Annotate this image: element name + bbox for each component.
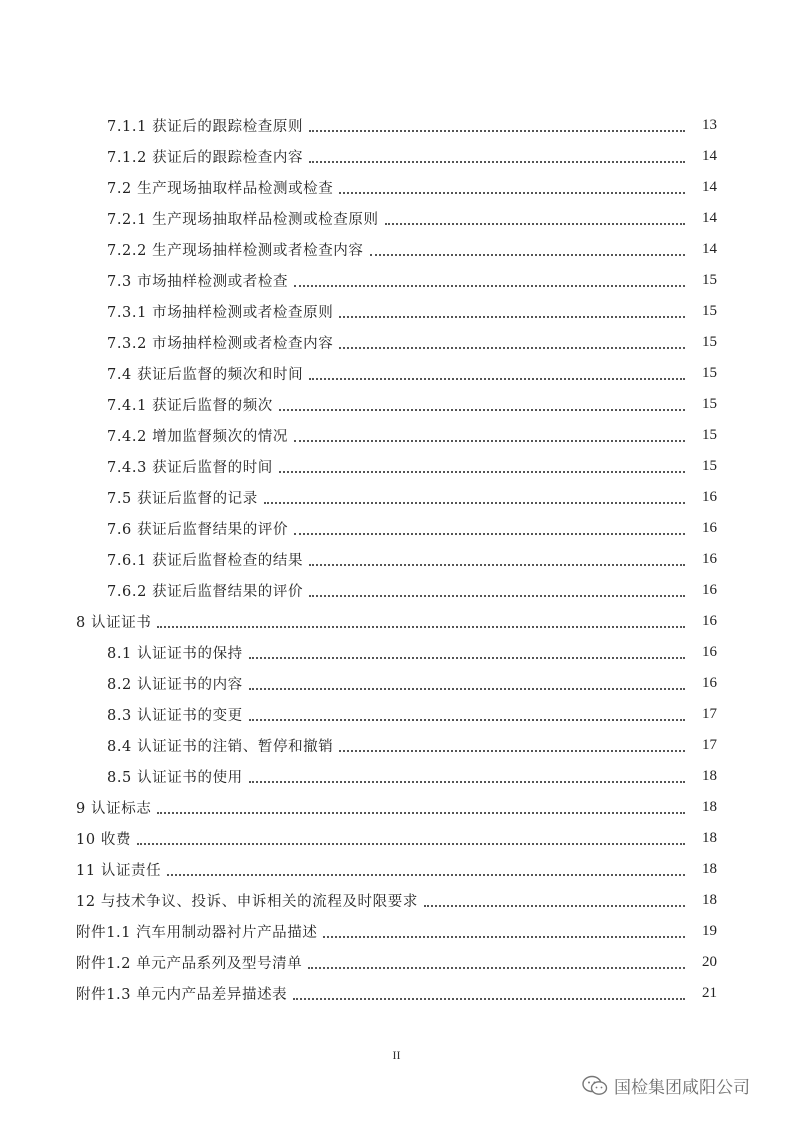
toc-entry[interactable] — [0, 761, 793, 792]
toc-entry-title: 7.3.2 市场抽样检测或者检查内容 — [107, 332, 337, 353]
toc-entry-page: 16 — [702, 613, 717, 629]
toc-entry-title: 8.2 认证证书的内容 — [107, 673, 247, 694]
toc-entry[interactable] — [0, 916, 793, 947]
toc-entry[interactable] — [0, 513, 793, 544]
toc-entry[interactable] — [0, 358, 793, 389]
toc-dot-leader — [308, 967, 685, 969]
toc-entry-page: 14 — [702, 210, 717, 226]
toc-entry-page: 18 — [702, 861, 717, 877]
toc-dot-leader — [249, 781, 685, 783]
toc-entry-page: 15 — [702, 396, 717, 412]
toc-entry-title: 7.4.2 增加监督频次的情况 — [107, 425, 292, 446]
toc-entry[interactable] — [0, 203, 793, 234]
toc-dot-leader — [370, 254, 685, 256]
toc-entry-title: 7.4 获证后监督的频次和时间 — [107, 363, 307, 384]
toc-dot-leader — [309, 564, 685, 566]
toc-entry[interactable] — [0, 451, 793, 482]
toc-entry-title: 7.4.3 获证后监督的时间 — [107, 456, 277, 477]
toc-entry-page: 16 — [702, 675, 717, 691]
toc-entry-title: 7.2.2 生产现场抽样检测或者检查内容 — [107, 239, 368, 260]
toc-dot-leader — [157, 812, 685, 814]
toc-dot-leader — [249, 719, 685, 721]
toc-entry[interactable] — [0, 327, 793, 358]
toc-entry[interactable] — [0, 947, 793, 978]
toc-dot-leader — [309, 161, 685, 163]
toc-dot-leader — [157, 626, 685, 628]
toc-entry-page: 16 — [702, 644, 717, 660]
toc-entry-page: 19 — [702, 923, 717, 939]
toc-entry-page: 16 — [702, 582, 717, 598]
toc-entry-title: 7.4.1 获证后监督的频次 — [107, 394, 277, 415]
toc-entry[interactable] — [0, 110, 793, 141]
toc-entry[interactable] — [0, 668, 793, 699]
toc-dot-leader — [309, 595, 685, 597]
toc-dot-leader — [339, 750, 685, 752]
toc-dot-leader — [249, 688, 685, 690]
toc-dot-leader — [279, 471, 685, 473]
toc-entry-page: 17 — [702, 706, 717, 722]
toc-dot-leader — [167, 874, 685, 876]
page-number: II — [392, 1048, 401, 1062]
toc-dot-leader — [339, 347, 685, 349]
toc-entry-title: 7.6.2 获证后监督结果的评价 — [107, 580, 307, 601]
toc-entry-title: 7.1.2 获证后的跟踪检查内容 — [107, 146, 307, 167]
toc-entry[interactable] — [0, 730, 793, 761]
toc-entry-page: 17 — [702, 737, 717, 753]
toc-dot-leader — [294, 533, 685, 535]
toc-entry-title: 附件1.3 单元内产品差异描述表 — [76, 983, 291, 1004]
toc-entry-title: 12 与技术争议、投诉、申诉相关的流程及时限要求 — [76, 890, 422, 911]
toc-entry-title: 7.2.1 生产现场抽取样品检测或检查原则 — [107, 208, 383, 229]
toc-dot-leader — [309, 378, 685, 380]
toc-entry[interactable] — [0, 265, 793, 296]
toc-entry[interactable] — [0, 885, 793, 916]
toc-entry-title: 7.6.1 获证后监督检查的结果 — [107, 549, 307, 570]
toc-dot-leader — [137, 843, 685, 845]
toc-entry-page: 16 — [702, 551, 717, 567]
toc-entry[interactable] — [0, 389, 793, 420]
toc-entry-page: 18 — [702, 799, 717, 815]
toc-entry[interactable] — [0, 420, 793, 451]
toc-entry-page: 21 — [702, 985, 717, 1001]
toc-entry-title: 附件1.2 单元产品系列及型号清单 — [76, 952, 306, 973]
toc-dot-leader — [293, 998, 685, 1000]
toc-dot-leader — [264, 502, 685, 504]
wechat-icon — [582, 1075, 608, 1097]
toc-entry[interactable] — [0, 172, 793, 203]
toc-entry-page: 15 — [702, 427, 717, 443]
toc-entry-title: 10 收费 — [76, 828, 135, 849]
toc-entry-page: 13 — [702, 117, 717, 133]
toc-entry[interactable] — [0, 637, 793, 668]
toc-entry-page: 14 — [702, 179, 717, 195]
toc-entry-title: 7.1.1 获证后的跟踪检查原则 — [107, 115, 307, 136]
toc-entry-page: 15 — [702, 365, 717, 381]
toc-entry-title: 9 认证标志 — [76, 797, 155, 818]
toc-entry[interactable] — [0, 234, 793, 265]
toc-dot-leader — [424, 905, 685, 907]
toc-entry[interactable] — [0, 296, 793, 327]
toc-entry-title: 7.5 获证后监督的记录 — [107, 487, 262, 508]
wechat-watermark — [582, 1073, 750, 1098]
toc-entry-title: 11 认证责任 — [76, 859, 165, 880]
toc-entry-title: 7.3 市场抽样检测或者检查 — [107, 270, 292, 291]
toc-dot-leader — [339, 316, 685, 318]
toc-entry-title: 附件1.1 汽车用制动器衬片产品描述 — [76, 921, 321, 942]
toc-entry-title: 8.3 认证证书的变更 — [107, 704, 247, 725]
toc-dot-leader — [323, 936, 685, 938]
toc-entry-page: 18 — [702, 768, 717, 784]
toc-entry[interactable] — [0, 575, 793, 606]
toc-entry[interactable] — [0, 141, 793, 172]
toc-entry-page: 16 — [702, 489, 717, 505]
watermark-text: 国检集团咸阳公司 — [614, 1078, 750, 1098]
table-of-contents — [0, 110, 793, 1009]
toc-entry[interactable] — [0, 606, 793, 637]
toc-entry-title: 8.5 认证证书的使用 — [107, 766, 247, 787]
toc-entry-page: 18 — [702, 830, 717, 846]
toc-entry-page: 15 — [702, 272, 717, 288]
toc-dot-leader — [294, 285, 685, 287]
toc-dot-leader — [294, 440, 685, 442]
toc-dot-leader — [279, 409, 685, 411]
toc-entry[interactable] — [0, 699, 793, 730]
toc-entry[interactable] — [0, 792, 793, 823]
toc-entry-title: 7.2 生产现场抽取样品检测或检查 — [107, 177, 337, 198]
toc-entry-page: 14 — [702, 148, 717, 164]
toc-entry[interactable] — [0, 854, 793, 885]
toc-entry-page: 15 — [702, 334, 717, 350]
toc-entry[interactable] — [0, 544, 793, 575]
toc-entry-title: 7.6 获证后监督结果的评价 — [107, 518, 292, 539]
toc-entry-page: 16 — [702, 520, 717, 536]
toc-entry-title: 8.1 认证证书的保持 — [107, 642, 247, 663]
toc-entry-page: 20 — [702, 954, 717, 970]
toc-entry-title: 8 认证证书 — [76, 611, 155, 632]
toc-dot-leader — [385, 223, 685, 225]
toc-dot-leader — [309, 130, 685, 132]
toc-dot-leader — [339, 192, 685, 194]
toc-entry-title: 7.3.1 市场抽样检测或者检查原则 — [107, 301, 337, 322]
toc-entry-page: 18 — [702, 892, 717, 908]
toc-entry[interactable] — [0, 823, 793, 854]
toc-entry[interactable] — [0, 978, 793, 1009]
toc-entry-page: 15 — [702, 303, 717, 319]
toc-entry-title: 8.4 认证证书的注销、暂停和撤销 — [107, 735, 337, 756]
toc-entry-page: 14 — [702, 241, 717, 257]
toc-dot-leader — [249, 657, 685, 659]
toc-entry-page: 15 — [702, 458, 717, 474]
toc-entry[interactable] — [0, 482, 793, 513]
